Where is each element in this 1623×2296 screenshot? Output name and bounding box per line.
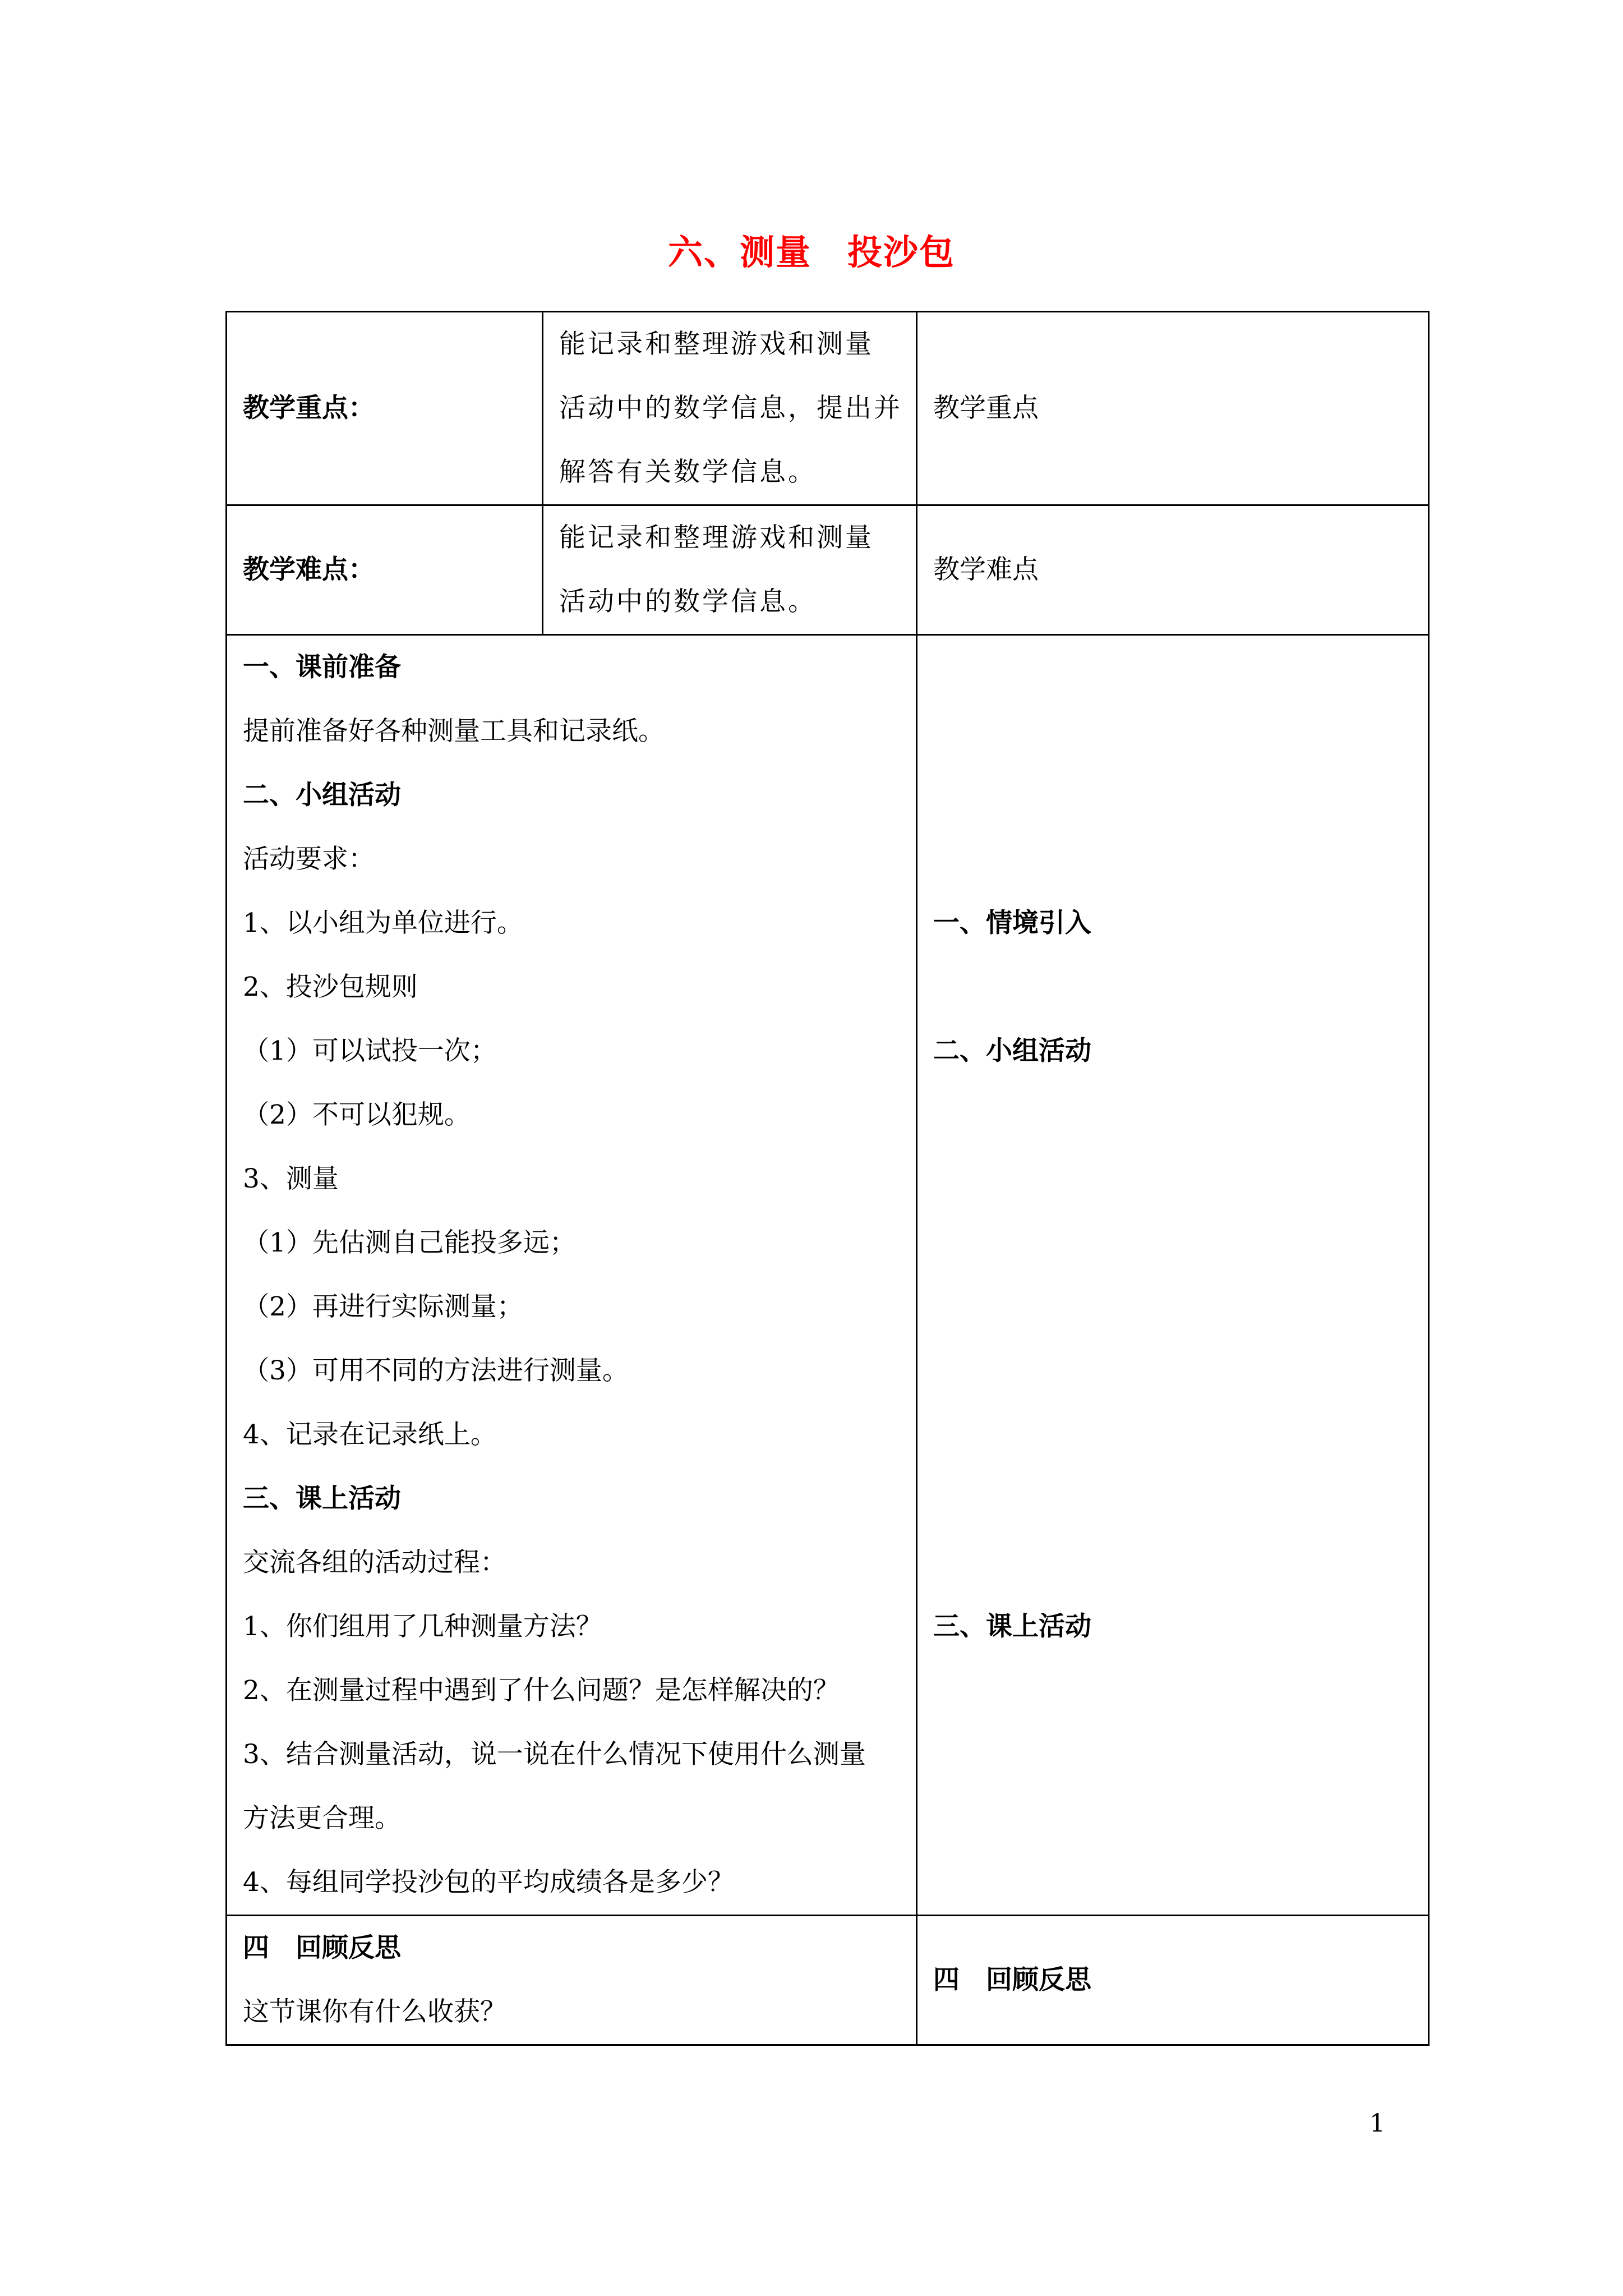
- text-line: （2）再进行实际测量；: [243, 1291, 523, 1322]
- main-activity-row: [227, 635, 1429, 1916]
- text-line: （1）先估测自己能投多远；: [243, 1227, 576, 1258]
- text-line: 4、每组同学投沙包的平均成绩各是多少？: [243, 1867, 734, 1898]
- review-row: [227, 1916, 1429, 2045]
- page-number: 1: [1370, 2109, 1385, 2138]
- text-line: （1）可以试投一次；: [243, 1036, 497, 1066]
- text-line: （3）可用不同的方法进行测量。: [243, 1355, 629, 1386]
- text-line: 3、测量: [243, 1163, 339, 1194]
- spacer: [933, 1467, 1413, 1531]
- key-point-line-3: 解答有关数学信息。: [559, 457, 817, 487]
- main-activity-left: [227, 635, 917, 1916]
- right-heading-group: 二、小组活动: [933, 1036, 1091, 1066]
- difficulty-content: [543, 505, 917, 635]
- text-line: 1、你们组用了几种测量方法？: [243, 1611, 602, 1642]
- key-point-row: [227, 312, 1429, 505]
- key-point-note: 教学重点: [917, 312, 1429, 505]
- main-activity-right: [917, 635, 1429, 1916]
- text-line: 活动要求：: [243, 844, 375, 875]
- text-line: 方法更合理。: [243, 1803, 401, 1834]
- spacer: [933, 1339, 1413, 1403]
- text-line: 2、投沙包规则: [243, 972, 418, 1002]
- section-heading: 二、小组活动: [243, 780, 401, 811]
- spacer: [933, 1083, 1413, 1147]
- review-question: 这节课你有什么收获？: [243, 1996, 506, 2027]
- difficulty-label: 教学难点：: [227, 505, 543, 635]
- text-line: （2）不可以犯规。: [243, 1099, 471, 1130]
- text-line: 2、在测量过程中遇到了什么问题？是怎样解决的？: [243, 1675, 840, 1706]
- review-heading: 四 回顾反思: [243, 1932, 401, 1963]
- spacer: [933, 1147, 1413, 1211]
- key-point-line-1: 能记录和整理游戏和测量: [559, 329, 874, 360]
- spacer: [933, 1275, 1413, 1339]
- review-left: [227, 1916, 917, 2045]
- text-line: 1、以小组为单位进行。: [243, 908, 523, 938]
- difficulty-line-2: 活动中的数学信息。: [559, 586, 817, 617]
- difficulty-line-1: 能记录和整理游戏和测量: [559, 522, 874, 553]
- key-point-line-2: 活动中的数学信息，提出并: [559, 393, 902, 424]
- spacer: [933, 1211, 1413, 1275]
- key-point-label: 教学重点：: [227, 312, 543, 505]
- right-heading-class: 三、课上活动: [933, 1611, 1091, 1642]
- right-heading-intro: 一、情境引入: [933, 908, 1091, 938]
- key-point-content: [543, 312, 917, 505]
- page-title: 六、测量 投沙包: [667, 232, 955, 273]
- section-heading: 三、课上活动: [243, 1483, 401, 1514]
- difficulty-note: 教学难点: [917, 505, 1429, 635]
- review-right: [917, 1916, 1429, 2045]
- text-line: 3、结合测量活动，说一说在什么情况下使用什么测量: [243, 1739, 866, 1770]
- spacer: [933, 1531, 1413, 1595]
- section-heading: 一、课前准备: [243, 652, 401, 683]
- lesson-plan-table: [225, 311, 1430, 2046]
- review-heading-right: 四 回顾反思: [933, 1964, 1091, 1995]
- text-line: 交流各组的活动过程：: [243, 1547, 506, 1578]
- difficulty-row: [227, 505, 1429, 635]
- text-line: 4、记录在记录纸上。: [243, 1419, 497, 1450]
- spacer: [933, 1403, 1413, 1467]
- spacer: [933, 955, 1413, 1019]
- text-line: 提前准备好各种测量工具和记录纸。: [243, 716, 665, 747]
